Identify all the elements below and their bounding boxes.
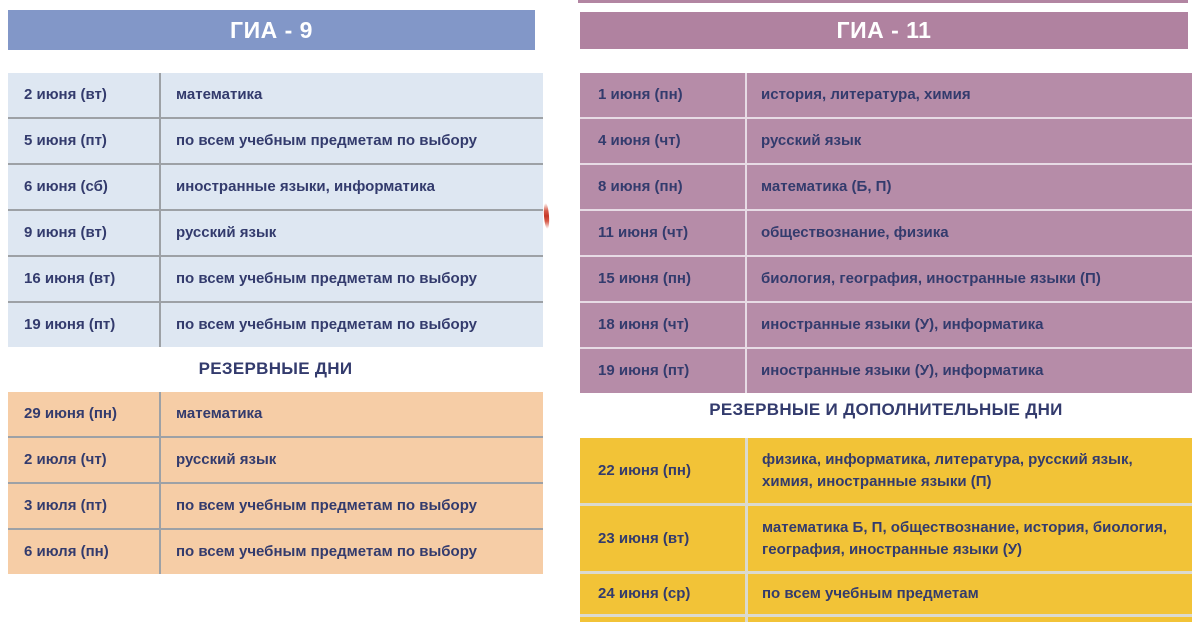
exam-date: 4 июня (чт) xyxy=(598,132,681,150)
table-row xyxy=(8,117,543,163)
exam-subjects: русский язык xyxy=(159,438,543,482)
exam-subjects: по всем учебным предметам по выбору xyxy=(159,119,543,163)
exam-date: 18 июня (чт) xyxy=(598,316,689,334)
table-row xyxy=(8,392,543,436)
exam-subjects: математика xyxy=(159,73,543,117)
exam-subjects: иностранные языки, информатика xyxy=(159,165,543,209)
exam-date: 15 июня (пн) xyxy=(598,270,691,288)
exam-subjects: по всем учебным предметам xyxy=(745,574,1192,614)
exam-date: 6 июля (пн) xyxy=(24,543,109,561)
exam-subjects: иностранные языки (У), информатика xyxy=(745,303,1192,347)
exam-subjects: по всем учебным предметам по выбору xyxy=(159,257,543,301)
gia9-reserve-title: РЕЗЕРВНЫЕ ДНИ xyxy=(198,359,353,378)
exam-date: 11 июня (чт) xyxy=(598,224,689,242)
exam-date: 22 июня (пн) xyxy=(598,461,691,479)
exam-date: 23 июня (вт) xyxy=(598,529,690,547)
table-row xyxy=(8,255,543,301)
exam-date: 9 июня (вт) xyxy=(24,224,107,242)
exam-subjects: русский язык xyxy=(159,211,543,255)
exam-date: 24 июня (ср) xyxy=(598,585,691,603)
gia11-main-table xyxy=(580,73,1192,393)
table-row-partial xyxy=(580,614,1192,622)
exam-date: 16 июня (вт) xyxy=(24,270,116,288)
exam-date: 19 июня (пт) xyxy=(598,362,690,380)
table-row xyxy=(580,255,1192,301)
table-row xyxy=(580,503,1192,571)
exam-subjects: биология, география, иностранные языки (П) xyxy=(745,257,1192,301)
exam-date: 5 июня (пт) xyxy=(24,132,107,150)
exam-subjects: по всем учебным предметам по выбору xyxy=(159,530,543,574)
table-row xyxy=(580,438,1192,503)
exam-date: 19 июня (пт) xyxy=(24,316,116,334)
exam-date: 2 июня (вт) xyxy=(24,86,107,104)
table-row xyxy=(8,528,543,574)
table-row xyxy=(580,301,1192,347)
gia11-column xyxy=(580,0,1192,622)
exam-subjects: математика xyxy=(159,392,543,436)
exam-subjects xyxy=(745,617,1192,622)
table-row xyxy=(8,436,543,482)
exam-date: 2 июля (чт) xyxy=(24,451,107,469)
exam-subjects: по всем учебным предметам по выбору xyxy=(159,484,543,528)
gia11-reserve-table xyxy=(580,438,1192,622)
exam-subjects: иностранные языки (У), информатика xyxy=(745,349,1192,393)
exam-subjects: математика (Б, П) xyxy=(745,165,1192,209)
table-row xyxy=(8,163,543,209)
table-row xyxy=(580,347,1192,393)
exam-subjects: обществознание, физика xyxy=(745,211,1192,255)
gia9-column xyxy=(8,0,543,574)
exam-date: 8 июня (пн) xyxy=(598,178,683,196)
exam-date: 29 июня (пн) xyxy=(24,405,117,423)
table-row xyxy=(580,209,1192,255)
gia9-main-table xyxy=(8,73,543,347)
table-row xyxy=(8,209,543,255)
table-row xyxy=(8,73,543,117)
exam-date: 3 июля (пт) xyxy=(24,497,108,515)
table-row xyxy=(580,163,1192,209)
gia9-header xyxy=(8,10,535,50)
exam-subjects: по всем учебным предметам по выбору xyxy=(159,303,543,347)
gia11-header xyxy=(580,12,1188,49)
red-annotation-mark xyxy=(543,203,550,229)
table-row xyxy=(580,73,1192,117)
exam-date: 6 июня (сб) xyxy=(24,178,108,196)
gia11-title: ГИА - 11 xyxy=(836,17,932,43)
table-row xyxy=(8,301,543,347)
exam-subjects: математика Б, П, обществознание, история, биология, география, иностранные языки (У) xyxy=(745,506,1192,571)
table-row xyxy=(8,482,543,528)
exam-subjects: история, литература, химия xyxy=(745,73,1192,117)
exam-subjects: физика, информатика, литература, русский язык, химия, иностранные языки (П) xyxy=(745,438,1192,503)
table-row xyxy=(580,117,1192,163)
exam-subjects: русский язык xyxy=(745,119,1192,163)
gia11-reserve-title: РЕЗЕРВНЫЕ И ДОПОЛНИТЕЛЬНЫЕ ДНИ xyxy=(709,400,1063,419)
table-row xyxy=(580,571,1192,614)
exam-date: 1 июня (пн) xyxy=(598,86,683,104)
gia9-title: ГИА - 9 xyxy=(230,16,313,43)
gia9-reserve-table xyxy=(8,392,543,574)
